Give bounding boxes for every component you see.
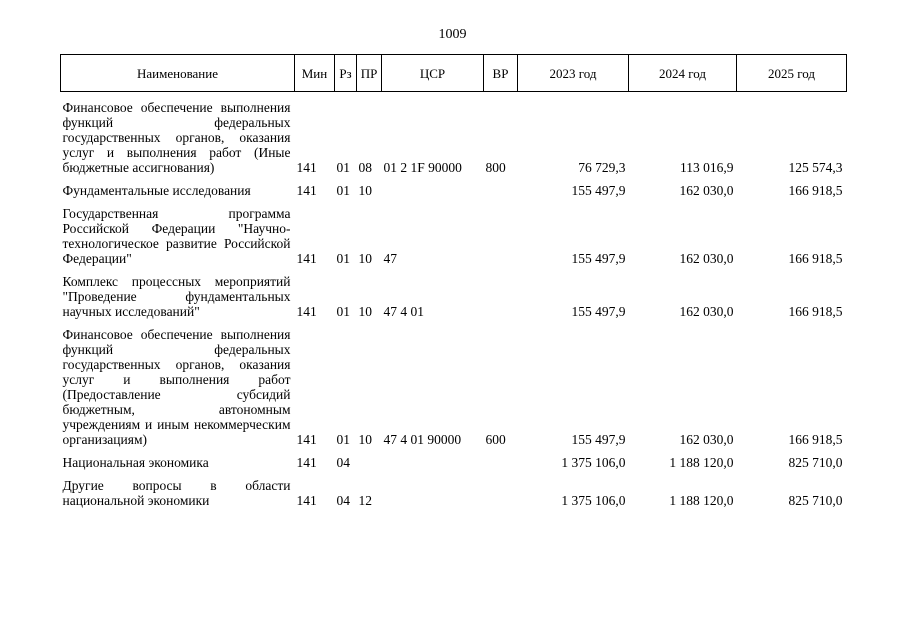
row-value-2023: 155 497,9 (571, 304, 626, 319)
row-value-2024: 162 030,0 (679, 183, 734, 198)
row-pr: 10 (358, 183, 372, 198)
table-row (61, 266, 847, 319)
row-min: 141 (296, 160, 317, 175)
header-csr: ЦСР (382, 55, 484, 92)
table-body (61, 92, 847, 509)
header-min: Мин (295, 55, 335, 92)
header-2024: 2024 год (629, 55, 737, 92)
row-pr: 10 (358, 304, 372, 319)
row-name: Национальная экономика (62, 455, 209, 470)
row-csr (382, 447, 484, 470)
row-min: 141 (296, 432, 317, 447)
row-csr: 01 2 1F 90000 (383, 160, 462, 175)
header-2023: 2023 год (518, 55, 629, 92)
row-vr (484, 470, 518, 508)
row-value-2024: 113 016,9 (680, 160, 734, 175)
row-value-2025: 166 918,5 (788, 183, 843, 198)
row-value-2023: 76 729,3 (578, 160, 626, 175)
header-vr: ВР (484, 55, 518, 92)
row-vr (484, 266, 518, 319)
row-min: 141 (296, 304, 317, 319)
row-csr (382, 175, 484, 198)
row-min: 141 (296, 183, 317, 198)
row-csr: 47 4 01 90000 (383, 432, 462, 447)
row-value-2024: 1 188 120,0 (669, 455, 734, 470)
row-value-2023: 1 375 106,0 (561, 493, 626, 508)
row-rz: 01 (336, 160, 350, 175)
page-number: 1009 (438, 27, 467, 42)
row-rz: 01 (336, 183, 350, 198)
row-pr: 10 (358, 432, 372, 447)
row-pr: 08 (358, 160, 372, 175)
row-value-2024: 162 030,0 (679, 251, 734, 266)
row-value-2025: 166 918,5 (788, 251, 843, 266)
row-value-2025: 125 574,3 (788, 160, 843, 175)
table-row (61, 92, 847, 176)
row-vr: 600 (485, 432, 506, 447)
row-name: Комплекс процессных мероприятий "Проведение фундаментальных научных исследований" (62, 274, 291, 319)
row-value-2025: 825 710,0 (788, 493, 843, 508)
row-value-2025: 825 710,0 (788, 455, 843, 470)
row-name: Финансовое обеспечение выполнения функций федеральных государственных органов, оказания услуг и выполнения работ (Предоставление субсидий бюджетным, автономным учреждениям и иным некоммерческим организациям) (62, 327, 291, 447)
row-name: Финансовое обеспечение выполнения функций федеральных государственных органов, оказания услуг и выполнения работ (Иные бюджетные ассигнования) (62, 100, 291, 175)
row-value-2023: 155 497,9 (571, 432, 626, 447)
row-pr: 12 (358, 493, 372, 508)
row-vr (484, 175, 518, 198)
header-2025: 2025 год (737, 55, 847, 92)
row-value-2024: 1 188 120,0 (669, 493, 734, 508)
row-name: Другие вопросы в области национальной экономики (62, 478, 291, 508)
row-name: Государственная программа Российской Федерации "Научно-технологическое развитие Российской Федерации" (62, 206, 291, 266)
row-value-2025: 166 918,5 (788, 432, 843, 447)
table-row (61, 447, 847, 470)
row-vr (484, 198, 518, 266)
table-header (61, 55, 847, 92)
header-name: Наименование (61, 55, 295, 92)
row-name: Фундаментальные исследования (62, 183, 251, 198)
row-min: 141 (296, 251, 317, 266)
row-vr: 800 (485, 160, 506, 175)
row-rz: 01 (336, 251, 350, 266)
row-value-2023: 1 375 106,0 (561, 455, 626, 470)
table-row (61, 175, 847, 198)
row-pr (357, 447, 382, 470)
header-rz: Рз (335, 55, 357, 92)
row-rz: 04 (336, 493, 350, 508)
row-csr (382, 470, 484, 508)
row-rz: 01 (336, 304, 350, 319)
row-vr (484, 447, 518, 470)
table-row (61, 470, 847, 508)
row-csr: 47 4 01 (383, 304, 424, 319)
row-pr: 10 (358, 251, 372, 266)
row-min: 141 (296, 455, 317, 470)
row-rz: 01 (336, 432, 350, 447)
row-value-2025: 166 918,5 (788, 304, 843, 319)
header-pr: ПР (357, 55, 382, 92)
table-row (61, 319, 847, 447)
row-csr: 47 (383, 251, 397, 266)
table-row (61, 198, 847, 266)
row-value-2023: 155 497,9 (571, 183, 626, 198)
row-value-2023: 155 497,9 (571, 251, 626, 266)
row-rz: 04 (336, 455, 350, 470)
row-value-2024: 162 030,0 (679, 432, 734, 447)
row-value-2024: 162 030,0 (679, 304, 734, 319)
budget-table (60, 54, 847, 508)
row-min: 141 (296, 493, 317, 508)
